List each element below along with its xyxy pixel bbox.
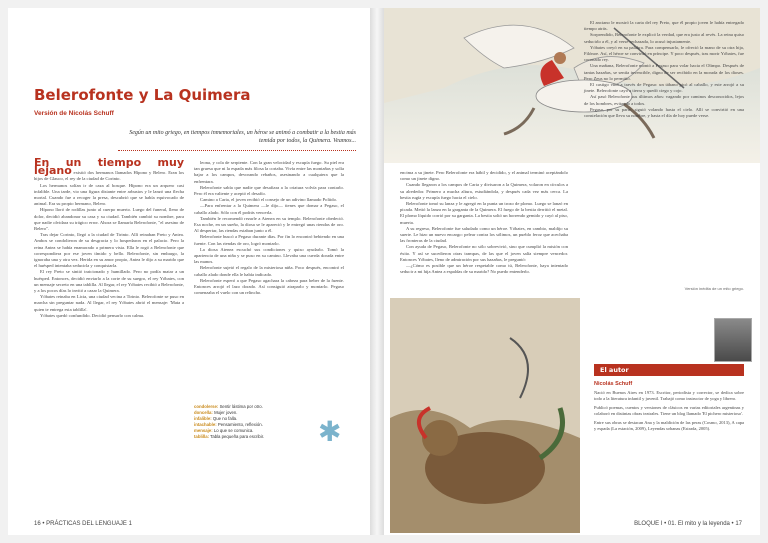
paragraph: Hípono lloró de rodillas junto al cuerpo muerto. Luego del funeral, lleno de dolor, decidió abandonar su casa y su ciudad. También cambió su nombre, para que nadie olvidara su trágico error. Ahora se llamaría Belerofonte, "el asesino de Belero". [34,207,184,232]
glossary-entry: intachable: Pensamiento, reflexión. [194,422,263,427]
paragraph: El castigo vino a través de Pegaso: un tábano picó al caballo, y este arrojó a su jinete. Belerofonte cayó a tierra y quedó ciego y cojo. [584,82,744,94]
paragraph: Una mañana, Belerofonte montó a Pegaso para volar hacia el Olimpo. Después de tantas hazañas, se sentía invencible, digno de ser recibido en la morada de los dioses. Pero Zeus no lo permitió. [584,63,744,81]
author-photo [714,318,752,362]
left-page [8,8,370,535]
paragraph: Cuando llegaron a los campos de Caria y divisaron a la Quimera, volaron en círculos a su alrededor. Primero a mucha altura, estudiándola, y después cada vez más cerca. La bestia rugía y escupía fuego hacia el cielo. [400,182,568,200]
author-name: Nicolás Schuff [594,381,633,387]
paragraph: —¿Cómo es posible que un héroe respetable como tú, Belerofonte, haya intentado seducir a mi hija Antea a espaldas de su marido? No puedo entenderlo. [400,263,568,275]
glossary-entry: infalible: Que no falla. [194,416,238,421]
asterisk-icon: ✱ [318,415,342,448]
footer-left: 16 • PRÁCTICAS DEL LENGUAJE 1 [34,521,132,527]
paragraph: Belerofonte sujetó el regalo de la misteriosa niña. Poco después, encontró el caballo alado donde ella le había indicado. [194,265,344,277]
chimera-illustration [390,298,580,533]
paragraph: Camino a Caria, el joven recibió el consejo de un adivino llamado Poliido. [200,197,338,203]
right-page [384,8,760,535]
paragraph: Tras dejar Corinto, llegó a la ciudad de Tirinto. Allí reinaban Preto y Antea. Ambos se condolieron de su desgracia y lo hospedaron en el palacio. Pero la reina Antea se había enamorado a primera vista. Ella le rogó a Belerofonte que correspondiera por ese joven tímido y bello. Belerofonte, sin embargo, la ignoraba una y otra vez. Herida en su amor propio, Antea le dijo a su marido que el huésped intentaba seducirla y conquistarla. [34,232,184,269]
paragraph: Belerofonte esperó a que Pegaso agachara la cabeza para beber de la fuente. Entonces arrojó el lazo dorado. Así consiguió atraparlo y montarlo. Pegaso comenzaba el vuelo con un relincho. [194,277,344,296]
paragraph: Con ayuda de Pegaso, Belerofonte no sólo sobrevivió, sino que cumplió la misión con éxito. Y así se sucedieron otras trampas, de las que el joven salía siempre vencedor. Entonces Yóbates, lleno de admiración por sus hazañas, le preguntó: [400,244,568,262]
story-subtitle: Versión de Nicolás Schuff [34,110,114,117]
glossary-entry: doncella: Mujer joven. [194,410,238,415]
author-box [594,364,744,504]
paragraph: —Para enfrentar a la Quimera —le dijo— tienes que domar a Pegaso, el caballo alado. Sólo con él podrás vencerla. [194,203,344,215]
drop-heading: En un tiempo muy lejano [34,156,184,178]
intro-divider [118,150,356,151]
paragraph: encima a su jinete. Pero Belerofonte era hábil y decidido, y el animal terminó aceptándolo como un jinete digno. [400,170,568,182]
author-heading: El autor [594,364,744,376]
paragraph: Sorprendido, Belerofonte le explicó la verdad, que era justo al revés. La reina quiso seducirlo a él, y al verse rechazada, lo acusó injustamente. [584,32,744,44]
paragraph: Entre sus obras se destacan Ana y la maldición de las peras (Cosmo, 2013), A capa y espada (La estación, 2009), Leyendas urbanas (Estrada, 2005). [594,420,744,431]
paragraph: Los hermanos solían ir de caza al bosque. Hípono era un arquero casi infalible. Una tarde, vio una figura distante entre arbustos y le lanzó una flecha mortal. Cuando fue a recoger la presa, descubrió que se había equivocado de animal. Era su propio hermano, Belero. [34,182,184,207]
paragraph: Nació en Buenos Aires en 1973. Escritor, periodista y corrector, se dedica sobre todo a la literatura infantil y juvenil. Trabajó como instructor de yoga y librero. [594,390,744,401]
paragraph: También le recomendó rezarle a Atenea en su templo. Belerofonte obedeció. Esa noche, en un sueño, la diosa se le apareció y le entregó unas riendas de oro. Al despertar, las riendas estaban junto a él. [194,215,344,234]
paragraph: existió dos hermanos llamados Hípono y Belero. Eran los hijos de Glauco, el rey de la ciudad de Corinto. [34,170,184,182]
paragraph: Belerofonte buscó a Pegaso durante días. Por fin lo encontró bebiendo en una fuente. Con las riendas de oro, logró montarlo. [194,234,344,246]
source-caption: Versión inédita de un mito griego. [684,286,744,291]
paragraph: El rey Preto se sintió traicionado y humillado. Pero no podía matar a un huésped. Entonces, decidió enviarlo a la corte de su suegro, el rey Yóbates, con un mensaje secreto en una tablilla. Al llegar, el rey Yóbates recibió a Belerofonte, y a los pocos días lo invitó a cazar la Quimera. [34,269,184,294]
glossary-entry: condolerse: Sentir lástima por otro. [194,404,263,409]
story-title: Belerofonte y La Quimera [34,86,251,104]
story-intro: Según un mito griego, en tiempos inmemoriales, un héroe se animó a combatir a la bestia más temida por todos, la Quimera. Veamos... [129,130,356,144]
footer-right: BLOQUE I • 01. El mito y la leyenda • 17 [634,521,742,527]
right-column-2 [584,20,744,119]
paragraph: A su regreso, Belerofonte fue saludado como un héroe. Yóbates, en cambio, maldijo su suerte. Le hizo un nuevo encargo: pelear contra los sólimos, un pueblo feroz que acechaba las fronteras de la ciudad. [400,225,568,244]
paragraph: Belerofonte tomó su lanza y le agregó en la punta un trozo de plomo. Luego se lanzó en picada. Metió la lanza en la garganta de la Quimera. El fuego de la bestia derritió el metal. El plomo líquido corrió por su garganta. La bestia soltó un horrendo gemido y cayó al piso, muerta. [400,201,568,225]
left-column-2 [194,160,344,296]
paragraph: Pegaso, por su parte, siguió volando hasta el cielo. Allí se convirtió en una constelación que lleva su nombre, y hasta el día de hoy puede verse. [584,106,744,119]
paragraph: Yóbates quedó confundido. Decidió pensarlo con calma. [40,312,145,318]
paragraph: Belerofonte sabía que nadie que desafiara a la criatura volvía para contarlo. Pero él era valiente y aceptó el desafío. [194,184,344,197]
paragraph: El anciano le mostró la carta del rey Preto, que él propio joven le había entregado tiempo atrás. [584,20,744,32]
paragraph: Así pasó Belerofonte sus últimos años: vagando por caminos desconocidos, lejos de los hombres, evitando a todos. [584,94,744,106]
paragraph: La diosa Atenea escuchó sus condiciones y quiso ayudarlo. Tomó la apariencia de una niña y se puso en su camino. Llevaba una cuerda dorada entre las manos. [194,246,344,265]
paragraph: Yóbates reinaba en Licia, una ciudad vecina a Tirinto. Belerofonte se puso en marcha sin preguntar nada. Al llegar, el rey Yóbates abrió el mensaje: 'Mata a quien te entrega esta tablilla'. [34,294,184,312]
paragraph: Publicó poemas, cuentos y versiones de clásicos en varias editoriales argentinas y colaboró en distintas obras teatrales. Tiene un blog llamado 'El pichero misterioso'. [594,405,744,416]
paragraph: leona, y cola de serpiente. Con la gran velocidad y escupía fuego. Su piel era tan gruesa que ni la espada más filosa la cortaba. Vivía entre las montañas y solía bajar a los campos, devorando rebaños, asesinando a cualquiera que la enfrentara. [194,160,344,184]
glossary [194,404,306,440]
glossary-entry: tablilla: Tabla pequeña para escribir. [194,434,265,439]
glossary-entry: mensaje: Lo que se comunica. [194,428,254,433]
paragraph: Yóbates creyó en su palabra. Para compensarlo, le ofreció la mano de su otra hija, Filónoe. Así, el héroe se convirtió en príncipe. Y poco después, tras morir Yóbates, fue coronado rey. [584,44,744,63]
right-column-1 [400,170,568,275]
left-column-1 [34,156,184,319]
author-bio [594,390,744,435]
book-gutter [370,8,384,535]
